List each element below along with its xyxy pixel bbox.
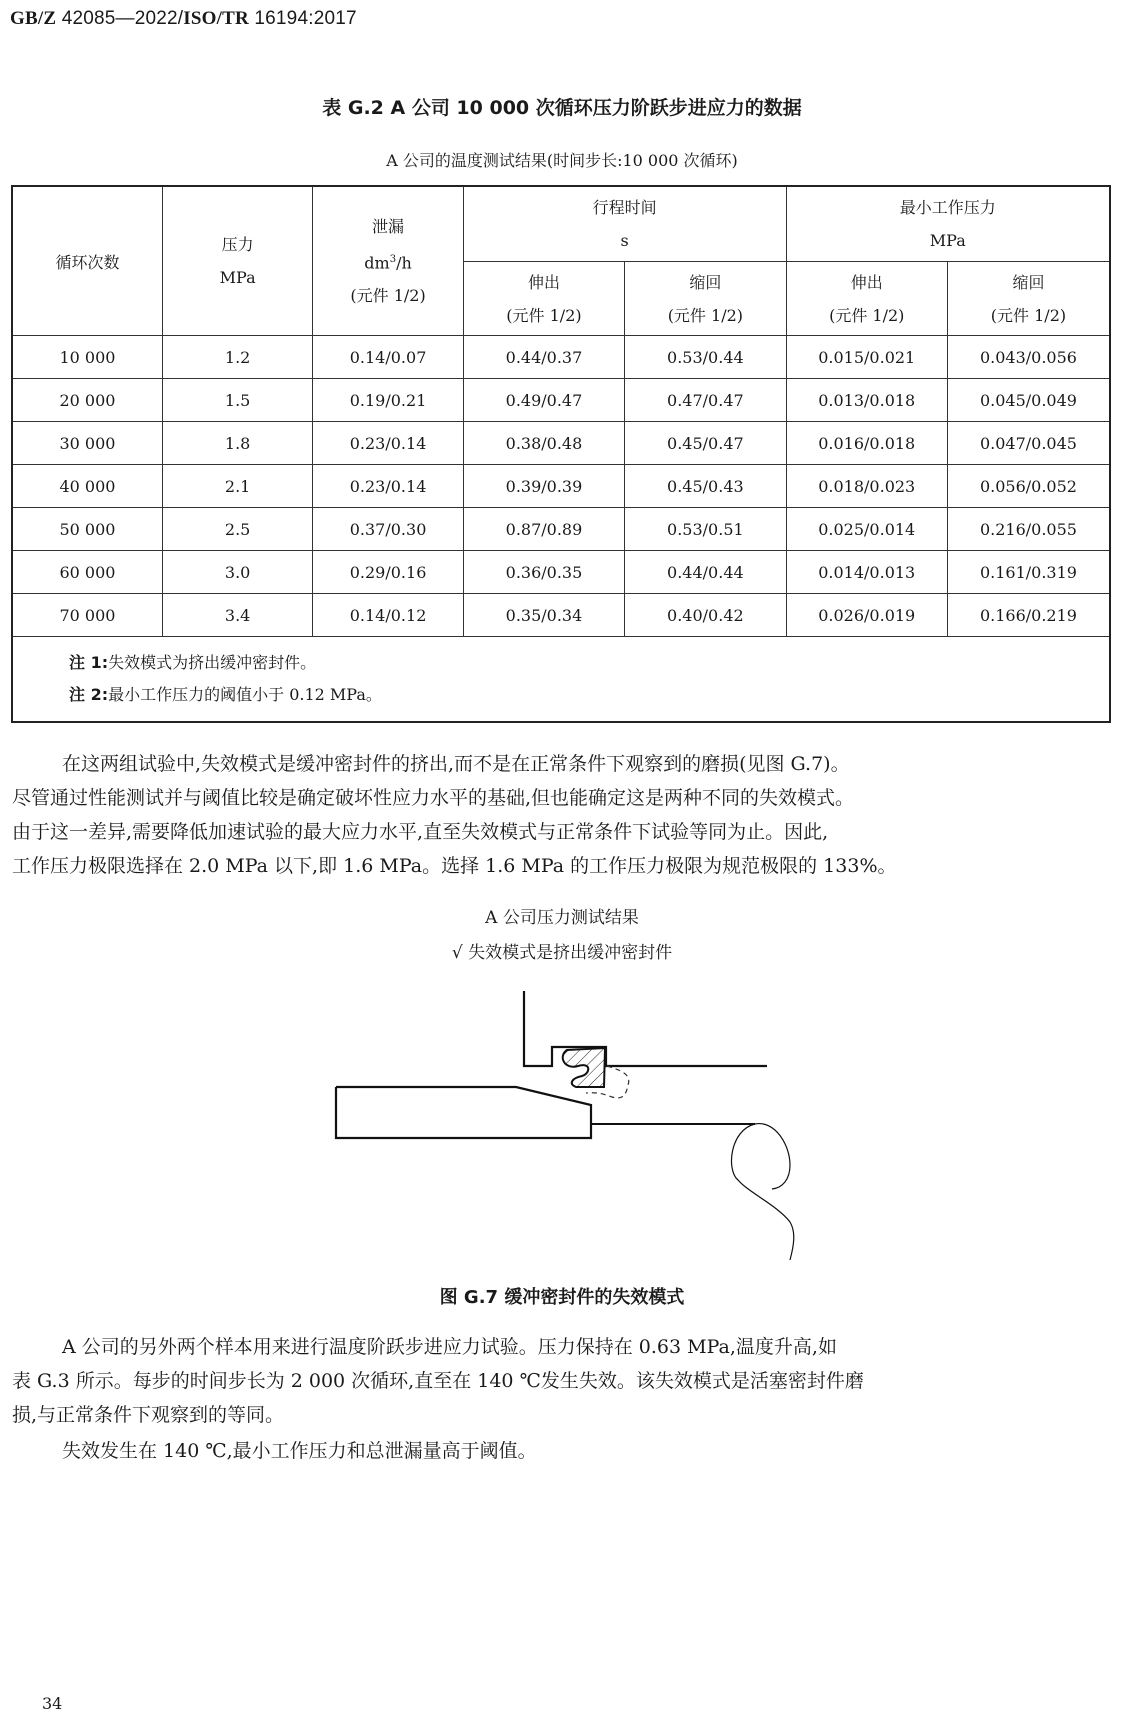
- page-number: 34: [42, 1694, 63, 1713]
- table-row: 30 000 1.8 0.23/0.14 0.38/0.48 0.45/0.47 0.016/0.018 0.047/0.045: [12, 422, 1110, 465]
- figure-caption-failure-mode: √ 失效模式是挤出缓冲密封件: [451, 943, 673, 963]
- document-standard-code: [10, 8, 357, 30]
- table-row: 60 000 3.0 0.29/0.16 0.36/0.35 0.44/0.44 0.014/0.013 0.161/0.319: [12, 551, 1110, 594]
- standard-number: 42085—2022/: [56, 8, 184, 29]
- header-leakage: 泄漏 $dm^3/h$ (元件 1/2): [313, 186, 463, 336]
- header-min-working-pressure: 最小工作压力 MPa: [786, 186, 1110, 262]
- figure-caption-result: A 公司压力测试结果: [485, 908, 639, 928]
- header-cycles: 循环次数: [12, 186, 162, 336]
- table-note-2: 注 2:最小工作压力的阈值小于 0.12 MPa。: [69, 685, 382, 704]
- paragraph-failure-mode: 在这两组试验中,失效模式是缓冲密封件的挤出,而不是在正常条件下观察到的磨损(见图 G.7)。 尽管通过性能测试并与阈值比较是确定破坏性应力水平的基础,但也能确定这是两种不同的失效模式。 由于这一差异,需要降低加速试验的最大应力水平,直至失效模式与正常条件下试验等同为止。因此, 工作压力极限选择在 2.0 MPa 以下,即 1.6 MPa。选择 1.6 MPa 的工作压力极限为规范极限的 133%。: [12, 753, 897, 877]
- header-minp-retract: 缩回 (元件 1/2): [947, 262, 1110, 336]
- header-stroke-extend: 伸出 (元件 1/2): [463, 262, 624, 336]
- table-row: 70 000 3.4 0.14/0.12 0.35/0.34 0.40/0.42 0.026/0.019 0.166/0.219: [12, 594, 1110, 637]
- table-row: 10 000 1.2 0.14/0.07 0.44/0.37 0.53/0.44 0.015/0.021 0.043/0.056: [12, 336, 1110, 379]
- table-subtitle: A 公司的温度测试结果(时间步长:10 000 次循环): [386, 151, 738, 170]
- iso-number: 16194:2017: [248, 8, 357, 29]
- header-stroke-retract: 缩回 (元件 1/2): [625, 262, 786, 336]
- header-stroke-time: 行程时间 s: [463, 186, 786, 262]
- table-note-1: 注 1:失效模式为挤出缓冲密封件。: [69, 653, 317, 672]
- data-table: [11, 185, 1111, 723]
- table-row: 20 000 1.5 0.19/0.21 0.49/0.47 0.47/0.47 0.013/0.018 0.045/0.049: [12, 379, 1110, 422]
- buffer-seal-failure-diagram: [320, 970, 800, 1260]
- paragraph-temperature-test: A 公司的另外两个样本用来进行温度阶跃步进应力试验。压力保持在 0.63 MPa,温度升高,如 表 G.3 所示。每步的时间步长为 2 000 次循环,直至在 140 ℃发生失效。该失效模式是活塞密封件磨 损,与正常条件下观察到的等同。: [12, 1336, 864, 1426]
- table-row: 40 000 2.1 0.23/0.14 0.39/0.39 0.45/0.43 0.018/0.023 0.056/0.052: [12, 465, 1110, 508]
- table-notes-row: [12, 637, 1110, 723]
- header-pressure: 压力 MPa: [162, 186, 312, 336]
- paragraph-failure-temperature: 失效发生在 140 ℃,最小工作压力和总泄漏量高于阈值。: [62, 1440, 537, 1462]
- standard-prefix: GB/Z: [10, 8, 57, 29]
- table-title: 表 G.2 A 公司 10 000 次循环压力阶跃步进应力的数据: [322, 97, 802, 119]
- figure-title: 图 G.7 缓冲密封件的失效模式: [439, 1287, 685, 1308]
- iso-prefix: ISO/TR: [183, 8, 249, 29]
- header-minp-extend: 伸出 (元件 1/2): [786, 262, 947, 336]
- table-row: 50 000 2.5 0.37/0.30 0.87/0.89 0.53/0.51 0.025/0.014 0.216/0.055: [12, 508, 1110, 551]
- table-notes: [12, 637, 1110, 723]
